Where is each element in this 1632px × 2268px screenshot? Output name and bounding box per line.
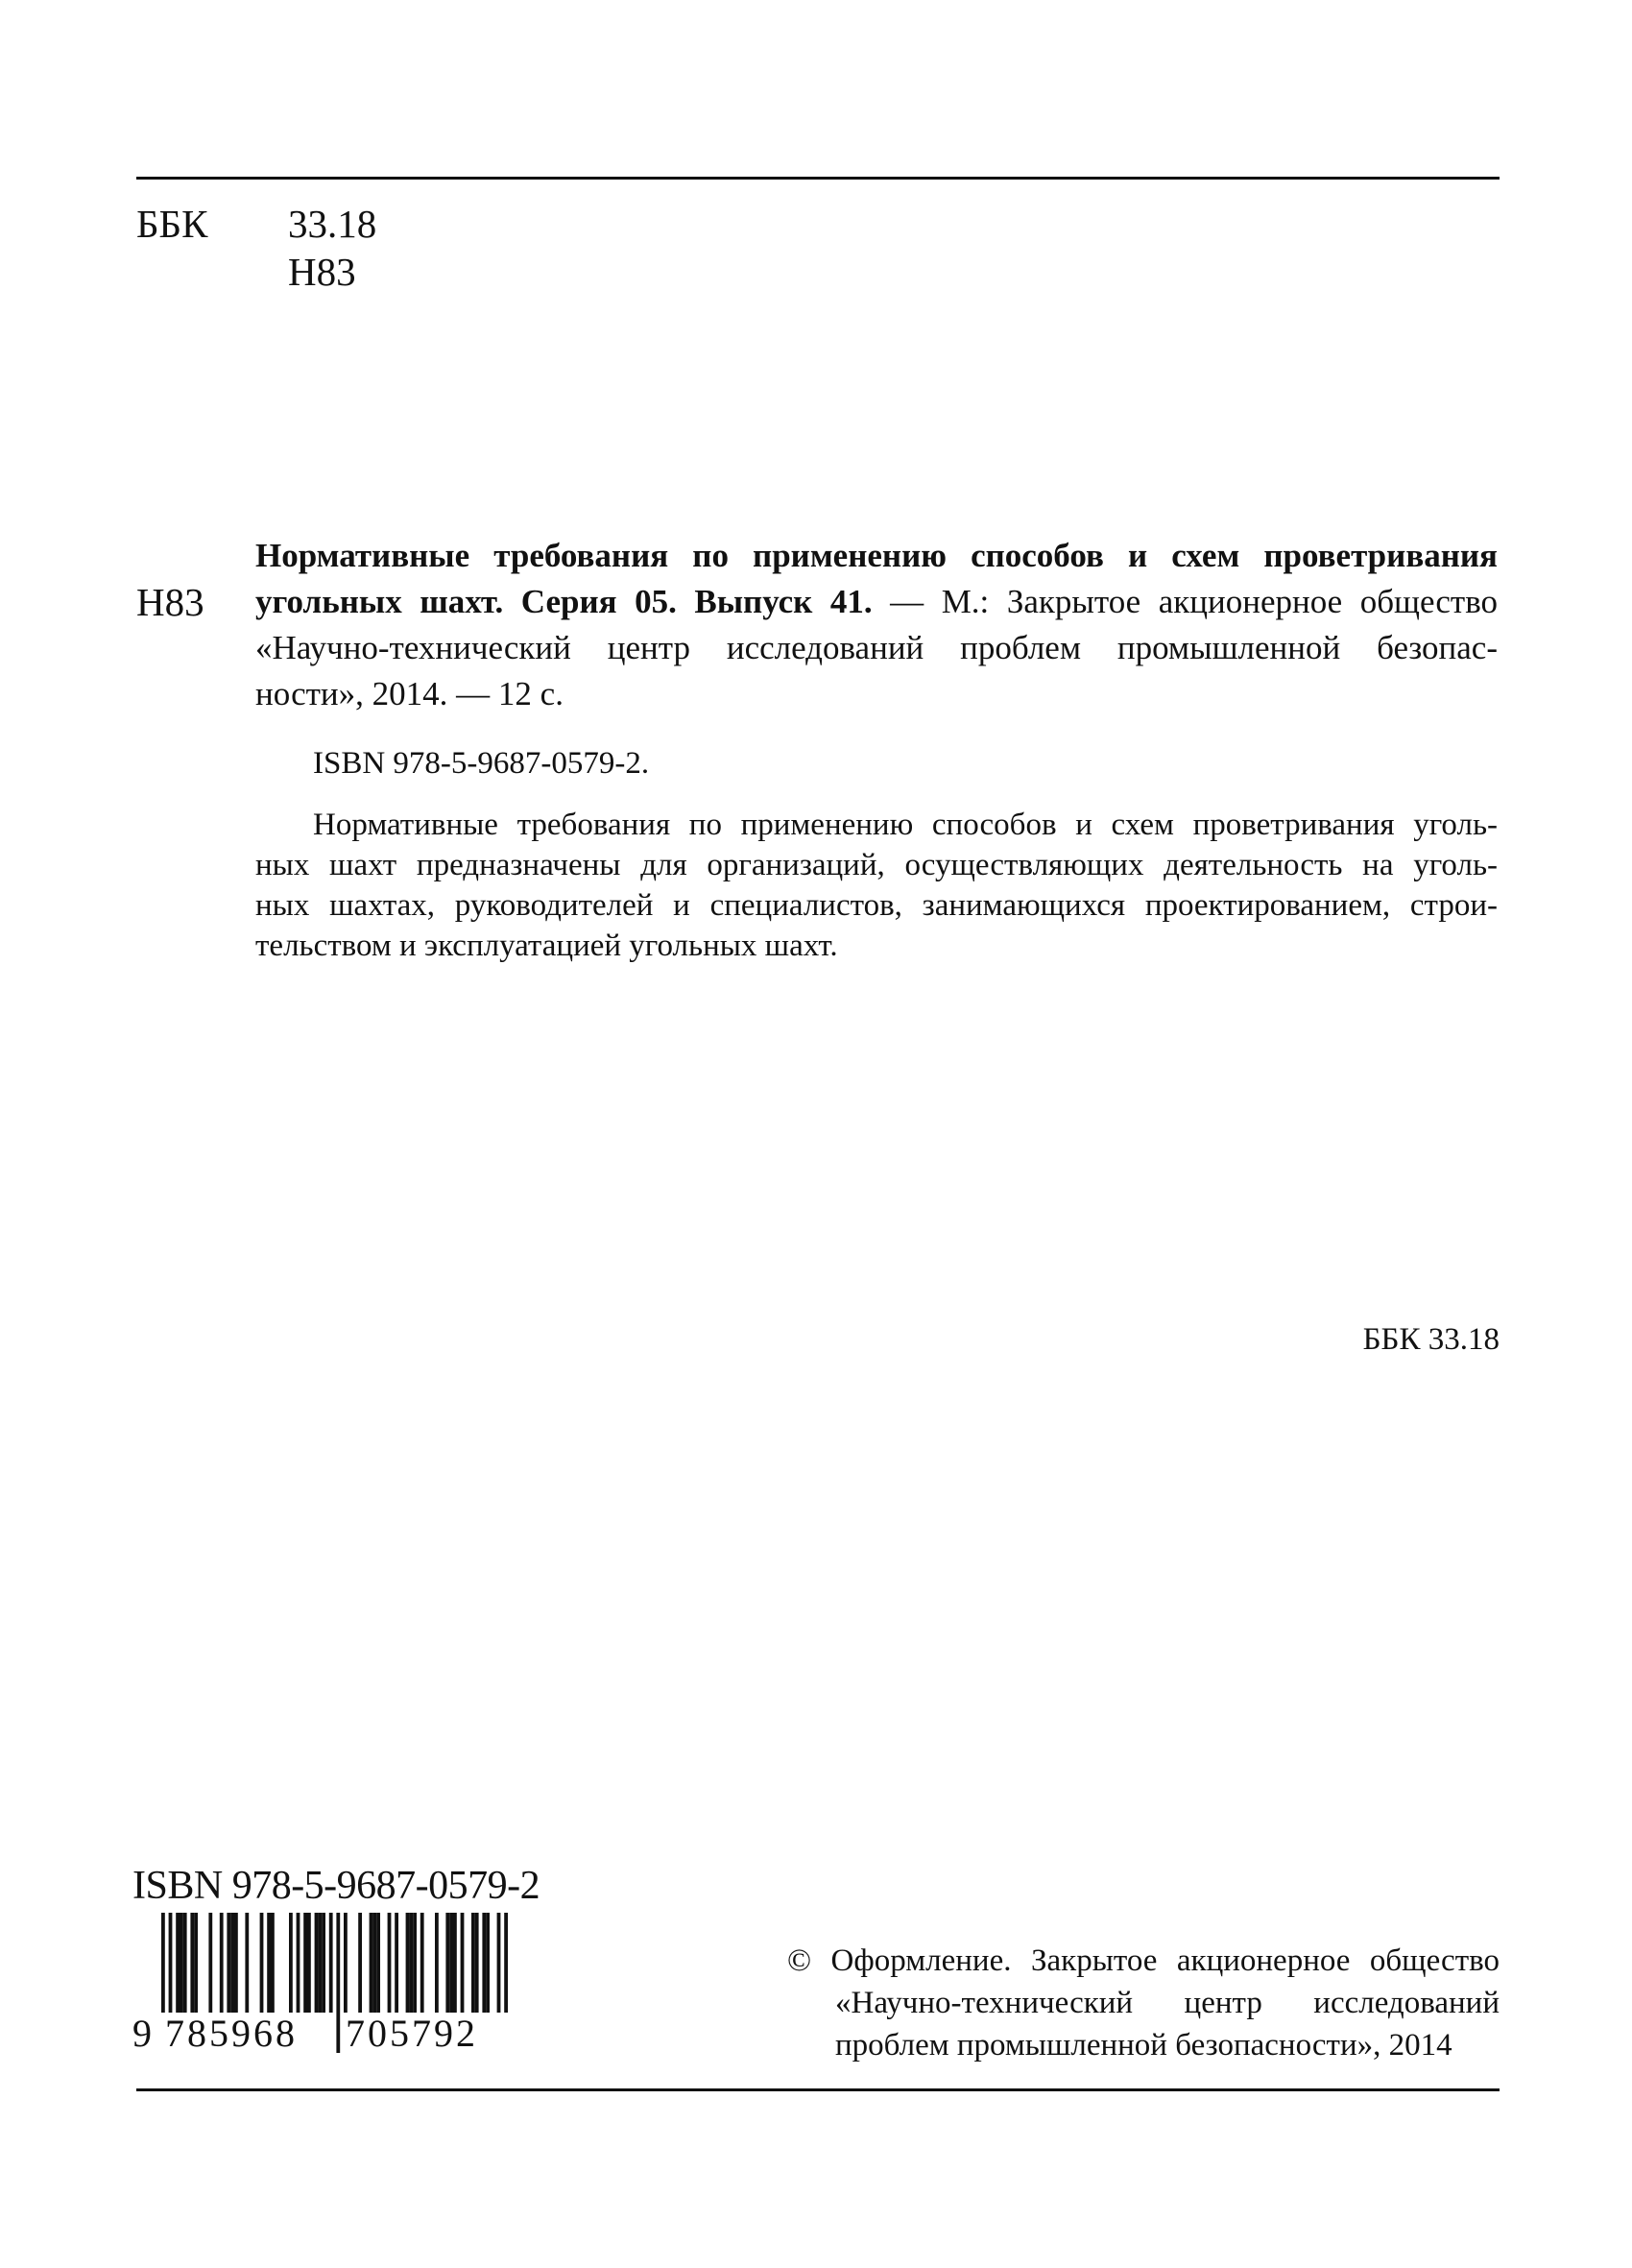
annotation-line: ных шахтах, руководителей и специалистов, занимающихся проектированием, строи- [255, 888, 1498, 923]
copyright-line: проблем промышленной безопасности», 2014 [835, 2028, 1452, 2063]
barcode-bar [230, 1913, 234, 2013]
barcode-bar [315, 1913, 319, 2013]
barcode-bar [388, 1913, 392, 2013]
barcode-group-left: 785968 [161, 2013, 334, 2055]
barcode-bar [435, 1913, 439, 2013]
barcode-bar [406, 1913, 410, 2013]
author-mark: Н83 [136, 580, 204, 624]
barcode-bar [220, 1913, 224, 2013]
annotation-line: ных шахт предназначены для организаций, осуществляющих деятельность на уголь- [255, 848, 1498, 882]
bbk-code: 33.18 [288, 202, 377, 246]
bbk-bottom: ББК 33.18 [1362, 1322, 1500, 1357]
barcode-bar [176, 1913, 180, 2013]
barcode-bar [245, 1913, 249, 2013]
citation-publisher: — М.: Закрытое акционерное общество [872, 583, 1499, 620]
barcode-bar [318, 1913, 322, 2013]
copyright-line: © Оформление. Закрытое акционерное общество [787, 1943, 1500, 1978]
copyright-block [787, 1940, 1500, 2066]
barcode-bar [475, 1913, 479, 2013]
isbn-line: ISBN 978-5-9687-0579-2. [313, 746, 650, 781]
bottom-rule [136, 2088, 1500, 2091]
citation-line: ности», 2014. — 12 с. [255, 675, 564, 712]
barcode-bar [358, 1913, 362, 2013]
barcode-bar [445, 1913, 449, 2013]
bibliographic-citation [255, 533, 1498, 717]
barcode-bar [409, 1913, 413, 2013]
barcode-bar [482, 1913, 486, 2013]
copyright-line: «Научно-технический центр исследований [835, 1986, 1500, 2020]
barcode-bar [372, 1913, 376, 2013]
author-code: Н83 [288, 250, 356, 294]
barcode-bar [297, 1913, 300, 2013]
barcode-bar [420, 1913, 424, 2013]
barcode-bar [461, 1913, 465, 2013]
annotation [255, 805, 1498, 966]
barcode-bar [322, 1913, 325, 2013]
barcode-bar [307, 1913, 311, 2013]
annotation-line: тельством и эксплуатацией угольных шахт. [255, 929, 838, 963]
barcode-bar [260, 1913, 264, 2013]
barcode-bar [180, 1913, 183, 2013]
barcode-digits [132, 2013, 536, 2055]
isbn-barcode-block [132, 1863, 540, 2057]
citation-series: угольных шахт. Серия 05. Выпуск 41. [255, 583, 873, 620]
barcode-bar [267, 1913, 271, 2013]
barcode-bar [303, 1913, 307, 2013]
barcode-bar [234, 1913, 238, 2013]
top-rule [136, 177, 1500, 180]
barcode-group-right: 705792 [342, 2013, 515, 2055]
citation-title: Нормативные требования по применению способов и схем проветривания [255, 537, 1498, 574]
barcode-bar [370, 1913, 373, 2013]
bbk-label: ББК [136, 202, 208, 246]
barcode-bar [376, 1913, 380, 2013]
barcode-first-digit: 9 [132, 2012, 152, 2055]
barcode-bar [183, 1913, 187, 2013]
barcode-bar [289, 1913, 293, 2013]
barcode-bar [395, 1913, 398, 2013]
citation-line [255, 533, 1498, 579]
citation-line: «Научно-технический центр исследований проблем промышленной безопас- [255, 629, 1498, 666]
annotation-line: Нормативные требования по применению способов и схем проветривания уголь- [313, 808, 1498, 842]
barcode-bar [227, 1913, 230, 2013]
citation-line [255, 579, 1498, 625]
barcode-isbn-text: ISBN 978-5-9687-0579-2 [132, 1864, 540, 1908]
barcode-bar [486, 1913, 490, 2013]
barcode [132, 1913, 536, 2057]
barcode-bar [271, 1913, 275, 2013]
barcode-bar [194, 1913, 198, 2013]
barcode-bar [190, 1913, 194, 2013]
barcode-bar [471, 1913, 475, 2013]
barcode-bar [208, 1913, 212, 2013]
barcode-bar [413, 1913, 417, 2013]
barcode-bar [449, 1913, 453, 2013]
bbk-codes [288, 200, 376, 296]
barcode-bar [453, 1913, 457, 2013]
barcode-bar [344, 1913, 348, 2013]
